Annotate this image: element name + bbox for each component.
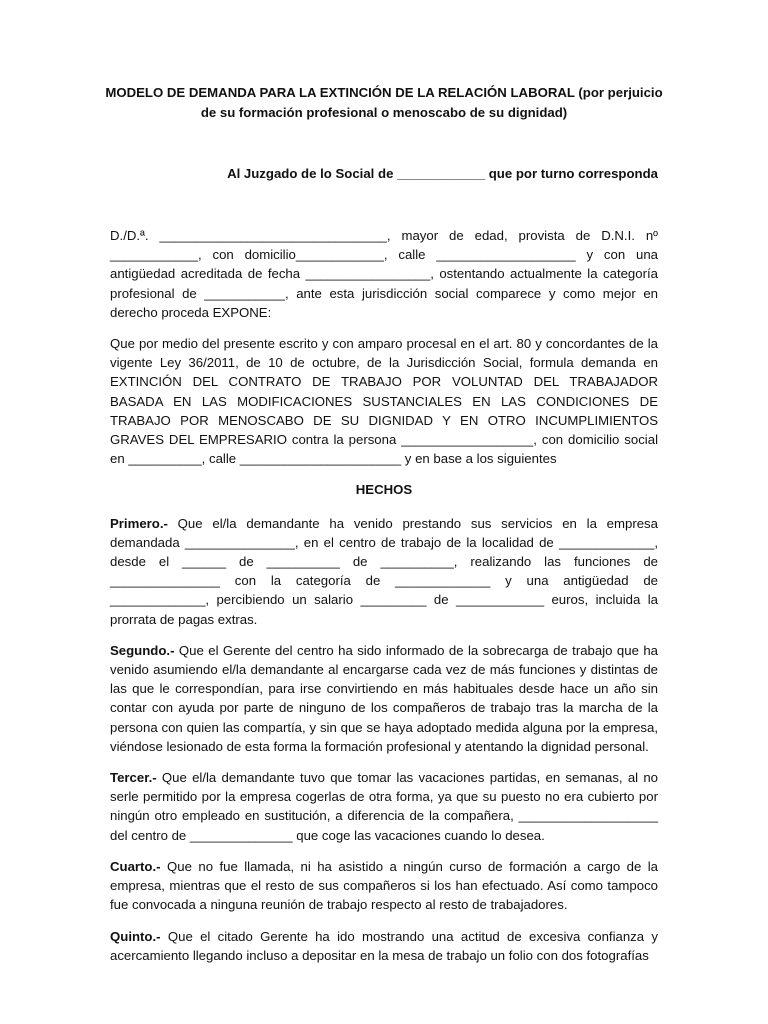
fact-text: Que el citado Gerente ha ido mostrando una actitud de excesiva confianza y acercamiento llegando incluso a depositar en la mesa de trabajo un folio con dos fotografías: [110, 928, 658, 963]
fact-text: Que no fue llamada, ni ha asistido a ningún curso de formación a cargo de la empresa, mientras que el resto de sus compañeros si los han efectuado. Así como tampoco fue convocada a ninguna reunión de trabajo respecto al resto de trabajadores.: [110, 858, 658, 913]
fact-text: Que el/la demandante tuvo que tomar las vacaciones partidas, en semanas, al no serle permitido por la empresa cogerlas de otra forma, ya que su puesto no era cubierto por ningún otro empleado en sustitución, a diferencia de la compañera, ___________________ del centro de ______________ que coge las vacaciones cuando lo desea.: [110, 770, 658, 843]
fact-label: Cuarto.-: [110, 858, 161, 874]
fact-label: Quinto.-: [110, 928, 161, 944]
fact-label: Segundo.-: [110, 642, 175, 658]
intro-paragraph: D./D.ª. _______________________________, mayor de edad, provista de D.N.I. nº ____________, con domicilio____________, calle ___________________ y con una antigüedad acreditada de fecha _________________, ostentando actualmente la categoría profesional de ___________, ante esta jurisdicción social comparece y como mejor en derecho proceda EXPONE:: [110, 228, 658, 320]
fact-text: Que el Gerente del centro ha sido informado de la sobrecarga de trabajo que ha venido asumiendo el/la demandante al encargarse cada vez de más funciones y distintas de las que le correspondían, para irse convirtiendo en más habituales desde hace un año sin contar con ayuda por parte de ninguno de los compañeros de trabajo tras la marcha de la persona con quien las compartía, y sin que se haya adoptado medida alguna por la empresa, viéndose lesionado de esta forma la formación profesional y atentando la dignidad personal.: [110, 642, 658, 754]
fact-paragraph-quinto: [110, 927, 658, 965]
fact-paragraph-primero: [110, 514, 658, 629]
fact-paragraph-cuarto: [110, 857, 658, 915]
fact-text: Que el/la demandante ha venido prestando sus servicios en la empresa demandada _______________, en el centro de trabajo de la localidad de _____________, desde el ______ de __________ de __________, realizando las funciones de _______________ con la categoría de _____________ y una antigüedad de _____________, percibiendo un salario _________ de ____________ euros, incluida la prorrata de pagas extras.: [110, 515, 658, 627]
document-body: [110, 226, 658, 977]
document-title: MODELO DE DEMANDA PARA LA EXTINCIÓN DE LA RELACIÓN LABORAL (por perjuicio de su formación profesional o menoscabo de su dignidad): [105, 85, 663, 120]
fact-paragraph-tercer: [110, 768, 658, 845]
fact-paragraph-segundo: [110, 641, 658, 756]
fact-label: Primero.-: [110, 515, 168, 531]
demand-paragraph: Que por medio del presente escrito y con amparo procesal en el art. 80 y concordantes de la vigente Ley 36/2011, de 10 de octubre, de la Jurisdicción Social, formula demanda en EXTINCIÓN DEL CONTRATO DE TRABAJO POR VOLUNTAD DEL TRABAJADOR BASADA EN LAS MODIFICACIONES SUSTANCIALES EN LAS CONDICIONES DE TRABAJO POR MENOSCABO DE SU DIGNIDAD Y EN OTRO INCUMPLIMIENTOS GRAVES DEL EMPRESARIO contra la persona __________________, con domicilio social en __________, calle ______________________ y en base a los siguientes: [110, 336, 658, 467]
hechos-heading: HECHOS: [355, 482, 413, 498]
fact-label: Tercer.-: [110, 770, 157, 786]
court-addressee: Al Juzgado de lo Social de ____________ que por turno corresponda: [227, 166, 658, 181]
